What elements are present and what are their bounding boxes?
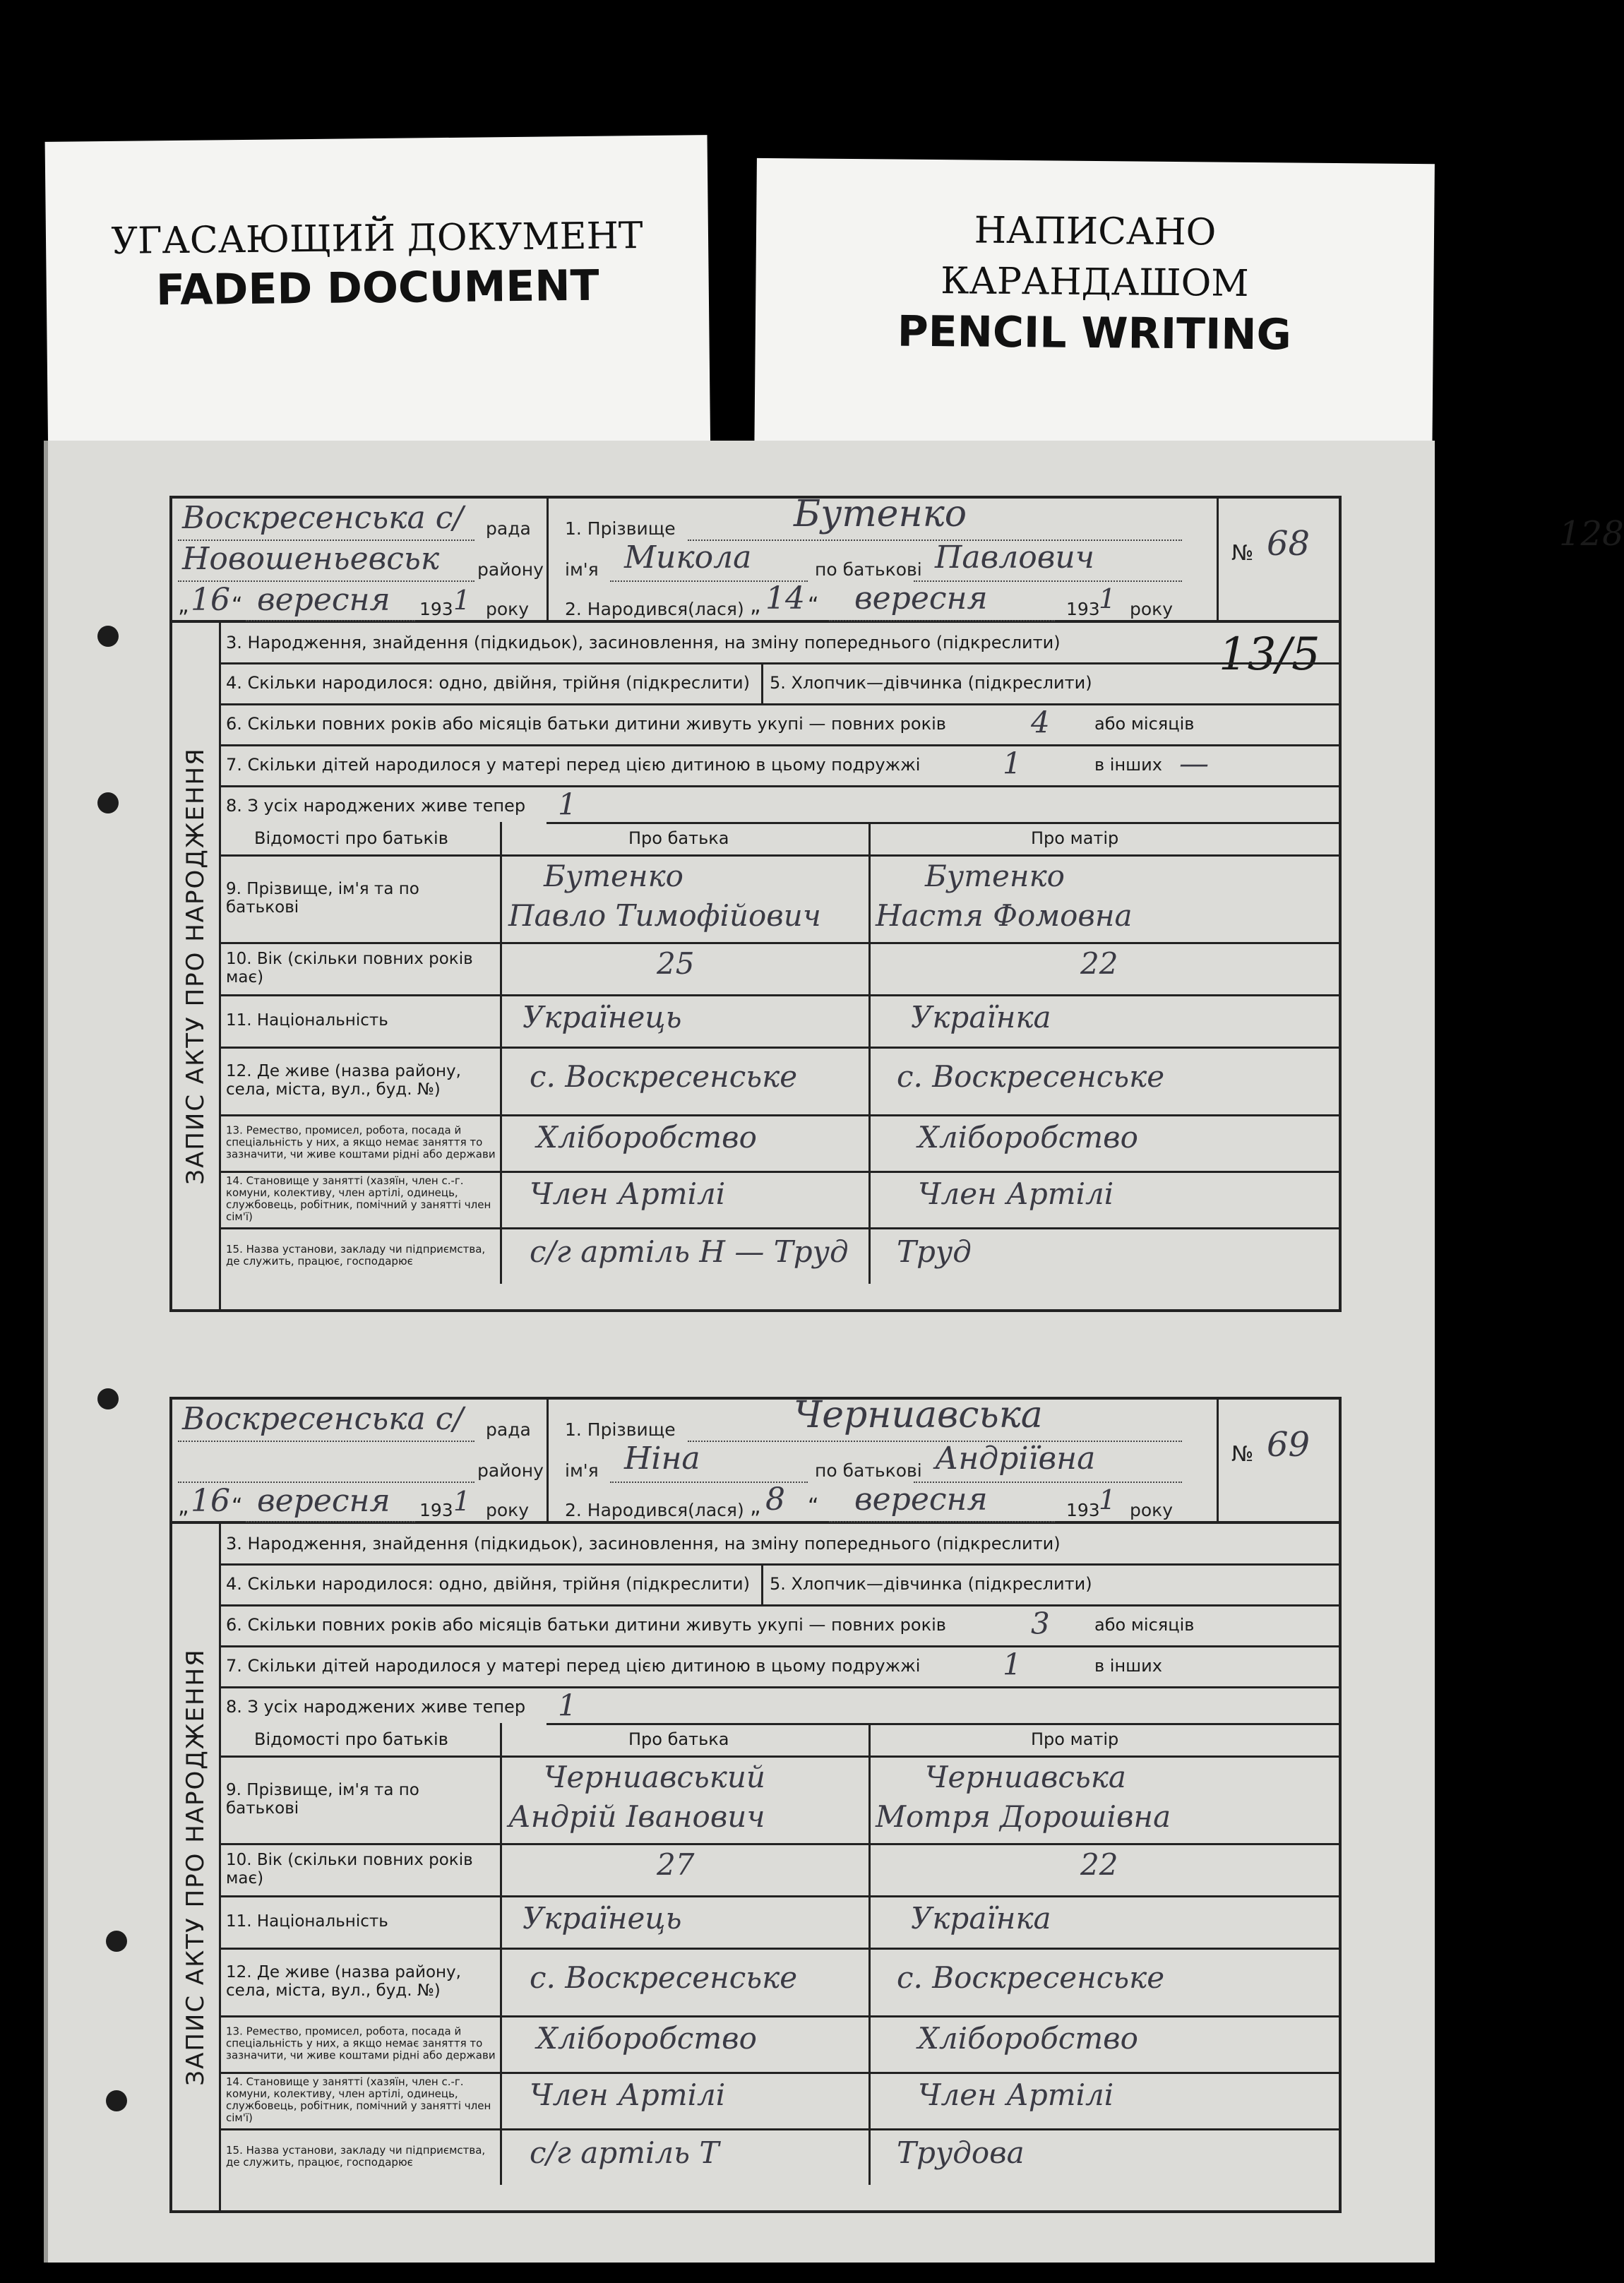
mother-nationality: Українка [911,1901,1051,1936]
mother-surname: Черниавська [925,1760,1126,1794]
row-6: 6. Скільки повних років або місяців батьки дитини живуть укупі — повних років 4 або місяців [219,703,1339,746]
children-alive: 1 [558,1688,577,1723]
previous-children: 1 [1003,746,1022,781]
birth-year-prefix: 193 [1066,599,1100,619]
birth-month: вересня [854,580,988,616]
birth-year: 1 [1099,1484,1116,1515]
record-header: Воскресенська с/ рада Новошеньевськ району „ 16 “ вересня 193 1 року 1. Прізвище Бутенко ім'я Микола по батькові Павлович 2. Народився(лася) „ 14 “ вересня 193 1 року № 68 [169,496,1342,623]
parents-header-row: Відомості про батьків Про батька Про матір [219,822,1339,857]
surname-label: 1. Прізвище [565,1419,676,1440]
mother-residence: с. Воскресенське [897,1059,1165,1094]
row-12: 12. Де живе (назва району, села, міста, вул., буд. №) с. Воскресенське с. Воскресенське [219,1948,1339,2017]
father-given-names: Павло Тимофійович [508,898,821,933]
record-number-box [1217,499,1339,620]
faded-document-card [45,135,711,474]
row-9: 9. Прізвище, ім'я та по батькові Черниавський Андрій Іванович Черниавська Мотря Дорошівна [219,1756,1339,1845]
row-13: 13. Ремество, промисел, робота, посада й спеціальність у них, а якщо немає заняття то зазначити, чи живе коштами рідні або держави Хліборобство Хліборобство [219,2015,1339,2074]
margin-note-side: 13/5 [1219,628,1320,681]
father-residence: с. Воскресенське [530,1059,798,1094]
council-block: Воскресенська с/ рада району „ 16 “ вересня 193 1 року [172,1400,549,1521]
row-7: 7. Скільки дітей народилося у матері перед цією дитиною в цьому подружжі 1 в інших [219,1645,1339,1688]
birth-month: вересня [854,1482,988,1518]
child-name: Микола [624,540,752,576]
binding-hole [97,1388,119,1409]
roku-label: року [486,1500,530,1520]
year-prefix: 193 [419,1500,453,1520]
row-11: 11. Національність Українець Українка [219,994,1339,1049]
mother-status: Член Артілі [918,1176,1114,1211]
registration-day: 16 [191,582,230,618]
child-patronymic: Павлович [935,540,1095,576]
child-patronymic: Андріївна [935,1441,1096,1477]
pencil-card-russian-line2: КАРАНДАШОМ [941,260,1249,305]
years-together: 3 [1031,1606,1050,1641]
row-10: 10. Вік (скільки повних років має) 25 22 [219,942,1339,996]
children-alive: 1 [558,787,577,822]
birth-day: 14 [765,580,805,616]
row-4-5: 4. Скільки народилося: одно, двійня, трійня (підкреслити) 5. Хлопчик—дівчинка (підкреслити) [219,662,1339,705]
child-surname: Черниавська [794,1394,1043,1436]
registration-month: вересня [257,1483,390,1519]
registration-month: вересня [257,582,390,618]
row-14: 14. Становище у занятті (хазяїн, член с.-г. комуни, колективу, член артілі, одинець, службовець, робітник, помічний у занятті член сім'ї) Член Артілі Член Артілі [219,2072,1339,2130]
mother-age: 22 [1080,1847,1118,1882]
previous-children: 1 [1003,1647,1022,1682]
row-13: 13. Ремество, промисел, робота, посада й спеціальність у них, а якщо немає заняття то зазначити, чи живе коштами рідні або держави Хліборобство Хліборобство [219,1114,1339,1173]
record-body [169,1524,1342,2213]
birth-record [126,1394,1342,2213]
father-surname: Черниавський [544,1760,765,1794]
name-label: ім'я [565,559,599,580]
father-status: Член Артілі [530,2078,726,2112]
pencil-writing-card [754,158,1435,475]
registration-year: 1 [453,1486,471,1517]
father-workplace: с/г артіль Н — Труд [530,1234,849,1269]
rada-label: рада [486,1419,531,1440]
record-side-title: ЗАПИС АКТУ ПРО НАРОДЖЕННЯ [172,1524,221,2210]
row-3: 3. Народження, знайдення (підкидьок), засиновлення, на зміну попереднього (підкреслити) [219,623,1339,664]
mother-occupation: Хліборобство [918,2021,1138,2056]
mother-surname: Бутенко [925,859,1065,893]
registration-year: 1 [453,585,471,616]
father-status: Член Артілі [530,1176,726,1211]
mother-occupation: Хліборобство [918,1120,1138,1155]
birth-roku-label: року [1130,599,1174,619]
roku-label: року [486,599,530,619]
born-label: 2. Народився(лася) [565,599,744,619]
row-15: 15. Назва установи, закладу чи підприємства, де служить, працює, господарює с/г артіль Т Трудова [219,2128,1339,2185]
parents-header-row: Відомості про батьків Про батька Про матір [219,1723,1339,1758]
father-nationality: Українець [523,1000,682,1035]
binding-hole [97,626,119,647]
record-body [169,623,1342,1312]
name-label: ім'я [565,1460,599,1481]
father-age: 27 [657,1847,695,1882]
mother-nationality: Українка [911,1000,1051,1035]
father-residence: с. Воскресенське [530,1960,798,1995]
row-11: 11. Національність Українець Українка [219,1895,1339,1950]
years-together: 4 [1031,705,1050,740]
council-block: Воскресенська с/ рада Новошеньевськ району „ 16 “ вересня 193 1 року [172,499,549,620]
pencil-card-russian-line1: НАПИСАНО [974,209,1217,254]
row-15: 15. Назва установи, закладу чи підприємства, де служить, працює, господарює с/г артіль Н — Труд Труд [219,1227,1339,1284]
mother-age: 22 [1080,946,1118,981]
mother-residence: с. Воскресенське [897,1960,1165,1995]
row-14: 14. Становище у занятті (хазяїн, член с.-г. комуни, колективу, член артілі, одинець, службовець, робітник, помічний у занятті член сім'ї) Член Артілі Член Артілі [219,1171,1339,1229]
born-label: 2. Народився(лася) [565,1500,744,1520]
mother-given-names: Мотря Дорошівна [876,1799,1171,1834]
row-8: 8. З усіх народжених живе тепер 1 [226,1688,577,1723]
number-sign: № [1231,541,1254,566]
father-nationality: Українець [523,1901,682,1936]
row-10: 10. Вік (скільки повних років має) 27 22 [219,1843,1339,1897]
surname-label: 1. Прізвище [565,518,676,539]
child-surname: Бутенко [794,493,967,535]
other-children: — [1179,746,1209,781]
row-8: 8. З усіх народжених живе тепер 1 [226,787,577,822]
record-number: 69 [1267,1425,1310,1465]
margin-note-top-right: 128 [1559,514,1624,554]
row-12: 12. Де живе (назва району, села, міста, вул., буд. №) с. Воскресенське с. Воскресенське [219,1047,1339,1116]
year-prefix: 193 [419,599,453,619]
district-name: Новошеньевськ [182,541,440,577]
birth-day: 8 [765,1482,785,1518]
patronymic-label: по батькові [815,1460,922,1481]
council-name: Воскресенська с/ [182,500,464,536]
mother-workplace: Трудова [897,2135,1025,2170]
birth-roku-label: року [1130,1500,1174,1520]
record-number-box [1217,1400,1339,1521]
number-sign: № [1231,1442,1254,1467]
row-4-5: 4. Скільки народилося: одно, двійня, трійня (підкреслити) 5. Хлопчик—дівчинка (підкреслити) [219,1563,1339,1607]
raion-label: району [477,559,544,580]
row-9: 9. Прізвище, ім'я та по батькові Бутенко Павло Тимофійович Бутенко Настя Фомовна [219,854,1339,944]
patronymic-label: по батькові [815,559,922,580]
faded-card-english: FADED DOCUMENT [155,261,599,316]
mother-given-names: Настя Фомовна [876,898,1133,933]
council-name: Воскресенська с/ [182,1401,464,1437]
father-workplace: с/г артіль Т [530,2135,720,2170]
row-6: 6. Скільки повних років або місяців батьки дитини живуть укупі — повних років 3 або місяців [219,1604,1339,1647]
binding-hole [106,1931,127,1952]
child-name: Ніна [624,1441,700,1477]
father-surname: Бутенко [544,859,683,893]
pencil-card-english: PENCIL WRITING [897,306,1292,360]
binding-hole [106,2090,127,2111]
father-occupation: Хліборобство [537,2021,757,2056]
mother-workplace: Труд [897,1234,972,1269]
raion-label: району [477,1460,544,1481]
record-number: 68 [1267,524,1310,564]
record-header: Воскресенська с/ рада району „ 16 “ вересня 193 1 року 1. Прізвище Черниавська ім'я Ніна по батькові Андріївна 2. Народився(лася) „ 8 “ вересня 193 1 року № 69 [169,1397,1342,1524]
father-given-names: Андрій Іванович [508,1799,765,1834]
binding-hole [97,792,119,813]
rada-label: рада [486,518,531,539]
father-occupation: Хліборобство [537,1120,757,1155]
birth-record [126,493,1342,1312]
row-3: 3. Народження, знайдення (підкидьок), засиновлення, на зміну попереднього (підкреслити) [219,1524,1339,1566]
mother-status: Член Артілі [918,2078,1114,2112]
registration-day: 16 [191,1483,230,1519]
faded-card-russian: УГАСАЮЩИЙ ДОКУМЕНТ [111,215,643,263]
record-side-title: ЗАПИС АКТУ ПРО НАРОДЖЕННЯ [172,623,221,1309]
father-age: 25 [657,946,695,981]
birth-year: 1 [1099,583,1116,614]
birth-year-prefix: 193 [1066,1500,1100,1520]
row-7: 7. Скільки дітей народилося у матері перед цією дитиною в цьому подружжі 1 в інших — [219,744,1339,787]
